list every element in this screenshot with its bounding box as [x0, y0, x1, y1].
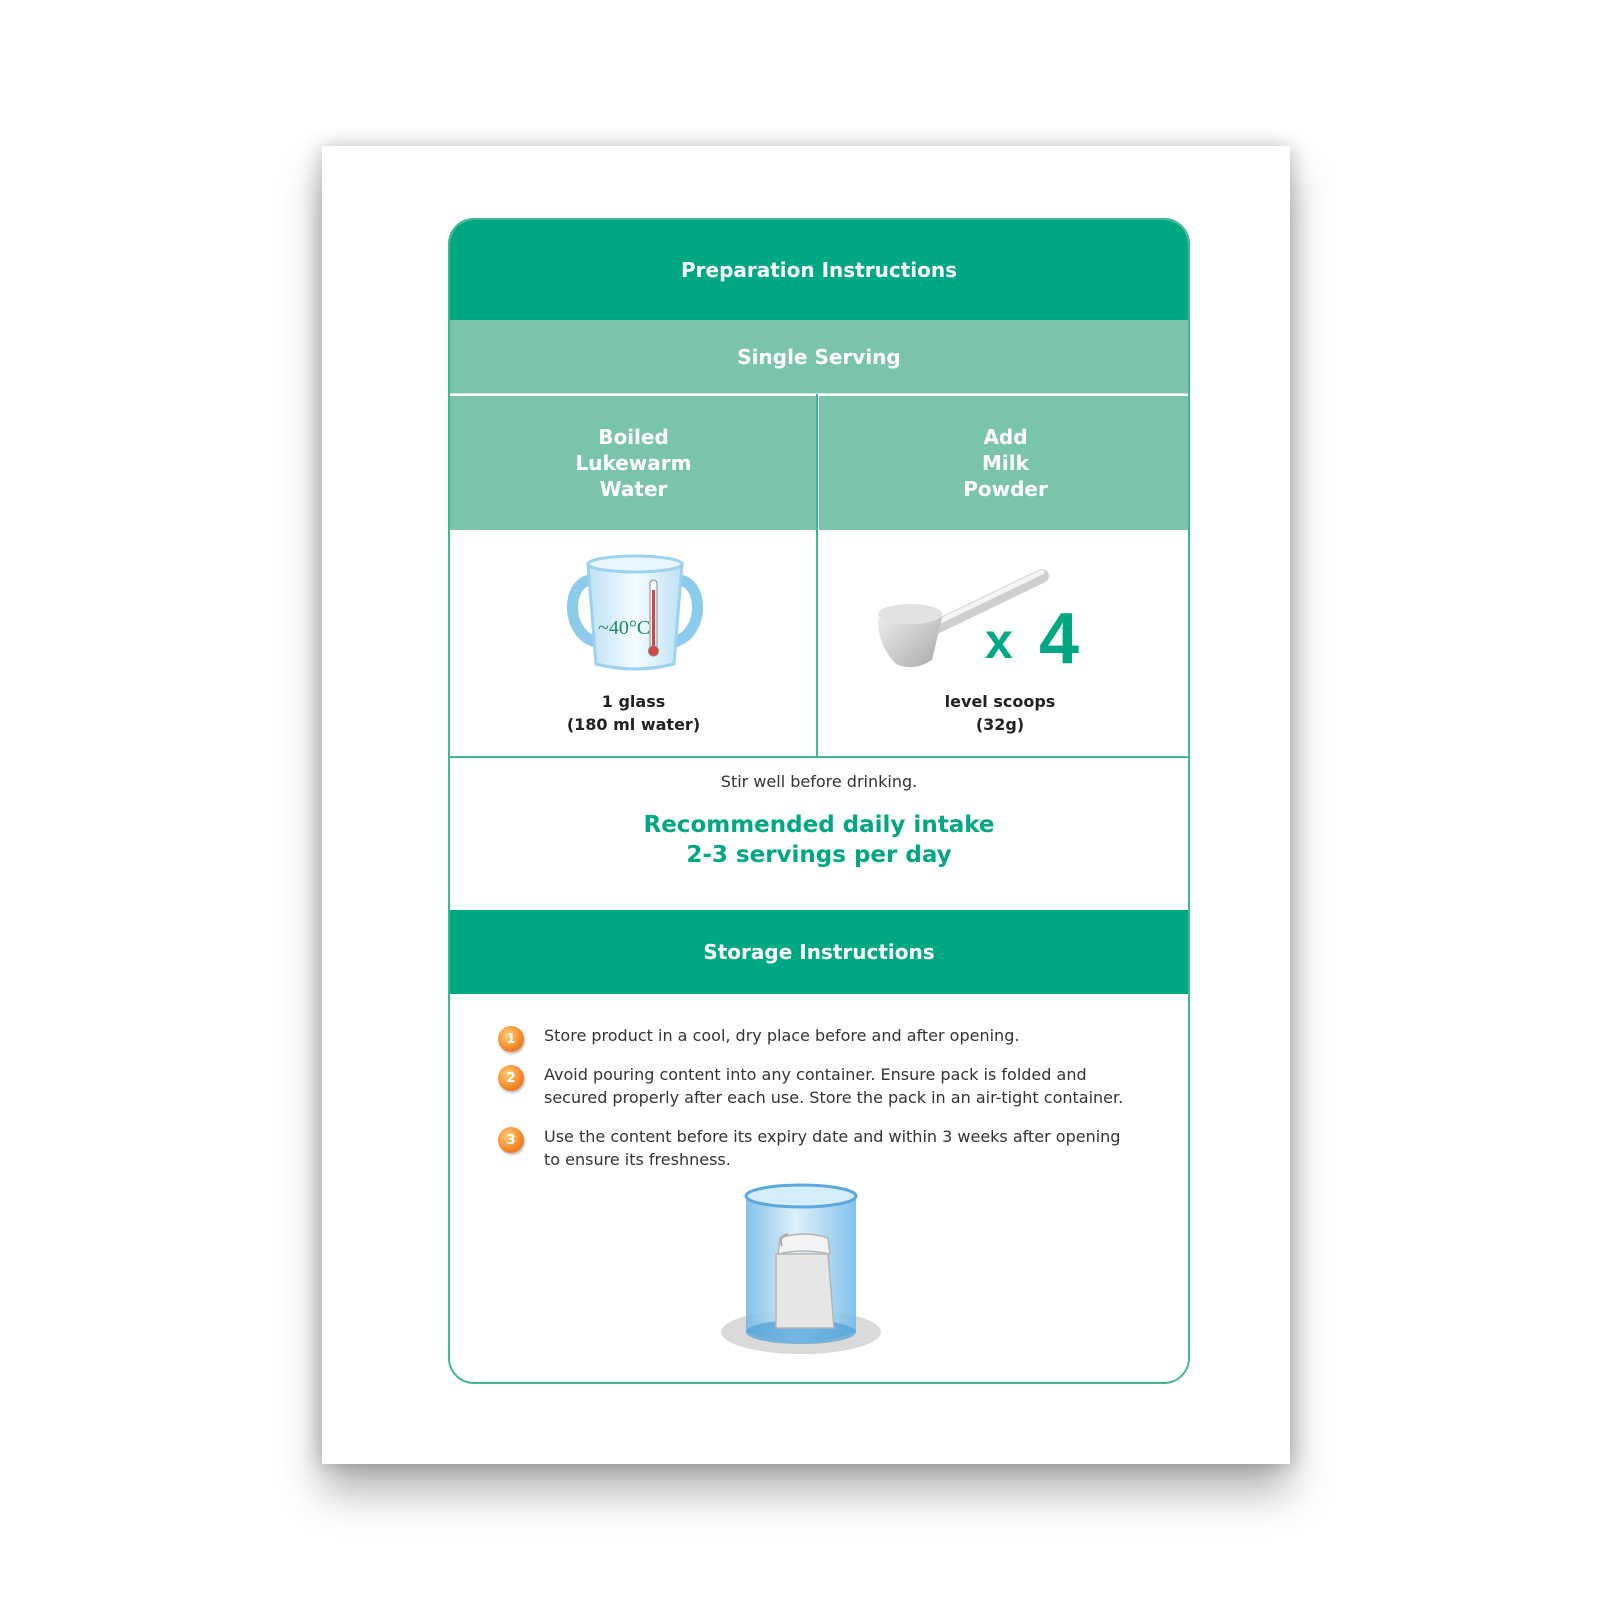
temperature-label: ~40°C	[598, 617, 651, 639]
storage-title: Storage Instructions	[703, 940, 935, 964]
step-2-caption-line: (32g)	[975, 715, 1025, 734]
recommended-line: 2-3 servings per day	[686, 842, 952, 868]
divider	[450, 393, 1188, 395]
number-bullet-icon: 1	[498, 1026, 524, 1052]
step-2-caption-line: level scoops	[944, 692, 1056, 711]
airtight-container-icon	[718, 1182, 884, 1362]
step-1-heading-line: Water	[599, 477, 668, 501]
stir-note: Stir well before drinking.	[720, 772, 918, 791]
step-2-heading-line: Powder	[963, 477, 1048, 501]
single-serving-header	[450, 320, 1188, 394]
step-1-heading-line: Lukewarm	[575, 451, 692, 475]
instructions-card	[448, 218, 1190, 1384]
storage-list	[498, 1024, 1138, 1187]
recommended-intake	[450, 810, 1188, 870]
step-2-caption	[890, 690, 1110, 736]
step-1-caption-line: 1 glass	[601, 692, 666, 711]
number-bullet-icon: 3	[498, 1127, 524, 1153]
multiplier-count: 4	[1039, 599, 1080, 679]
storage-header	[450, 910, 1188, 994]
preparation-header	[450, 220, 1188, 320]
divider	[450, 756, 1188, 758]
step-1-caption-line: (180 ml water)	[566, 715, 701, 734]
step-2-heading-line: Milk	[982, 451, 1029, 475]
step-1-header	[450, 396, 817, 530]
step-2-heading-line: Add	[983, 425, 1028, 449]
preparation-title: Preparation Instructions	[680, 258, 957, 282]
step-2-header	[819, 396, 1190, 530]
single-serving-title: Single Serving	[737, 345, 901, 369]
number-bullet-icon: 2	[498, 1065, 524, 1091]
multiplier-x: x	[985, 613, 1013, 669]
list-item	[498, 1063, 1138, 1109]
list-item	[498, 1024, 1138, 1047]
glass-thermometer-icon	[562, 550, 708, 678]
list-item	[498, 1125, 1138, 1171]
recommended-line: Recommended daily intake	[643, 812, 995, 838]
step-1-heading-line: Boiled	[598, 425, 669, 449]
scoop-icon	[876, 568, 1056, 678]
list-item-text: Store product in a cool, dry place before and after opening.	[544, 1026, 1020, 1045]
list-item-text: Use the content before its expiry date and within 3 weeks after opening to ensure its freshness.	[544, 1127, 1121, 1169]
step-1-caption	[450, 690, 817, 736]
list-item-text: Avoid pouring content into any container. Ensure pack is folded and secured properly after each use. Store the pack in an air-tight container.	[544, 1065, 1124, 1107]
